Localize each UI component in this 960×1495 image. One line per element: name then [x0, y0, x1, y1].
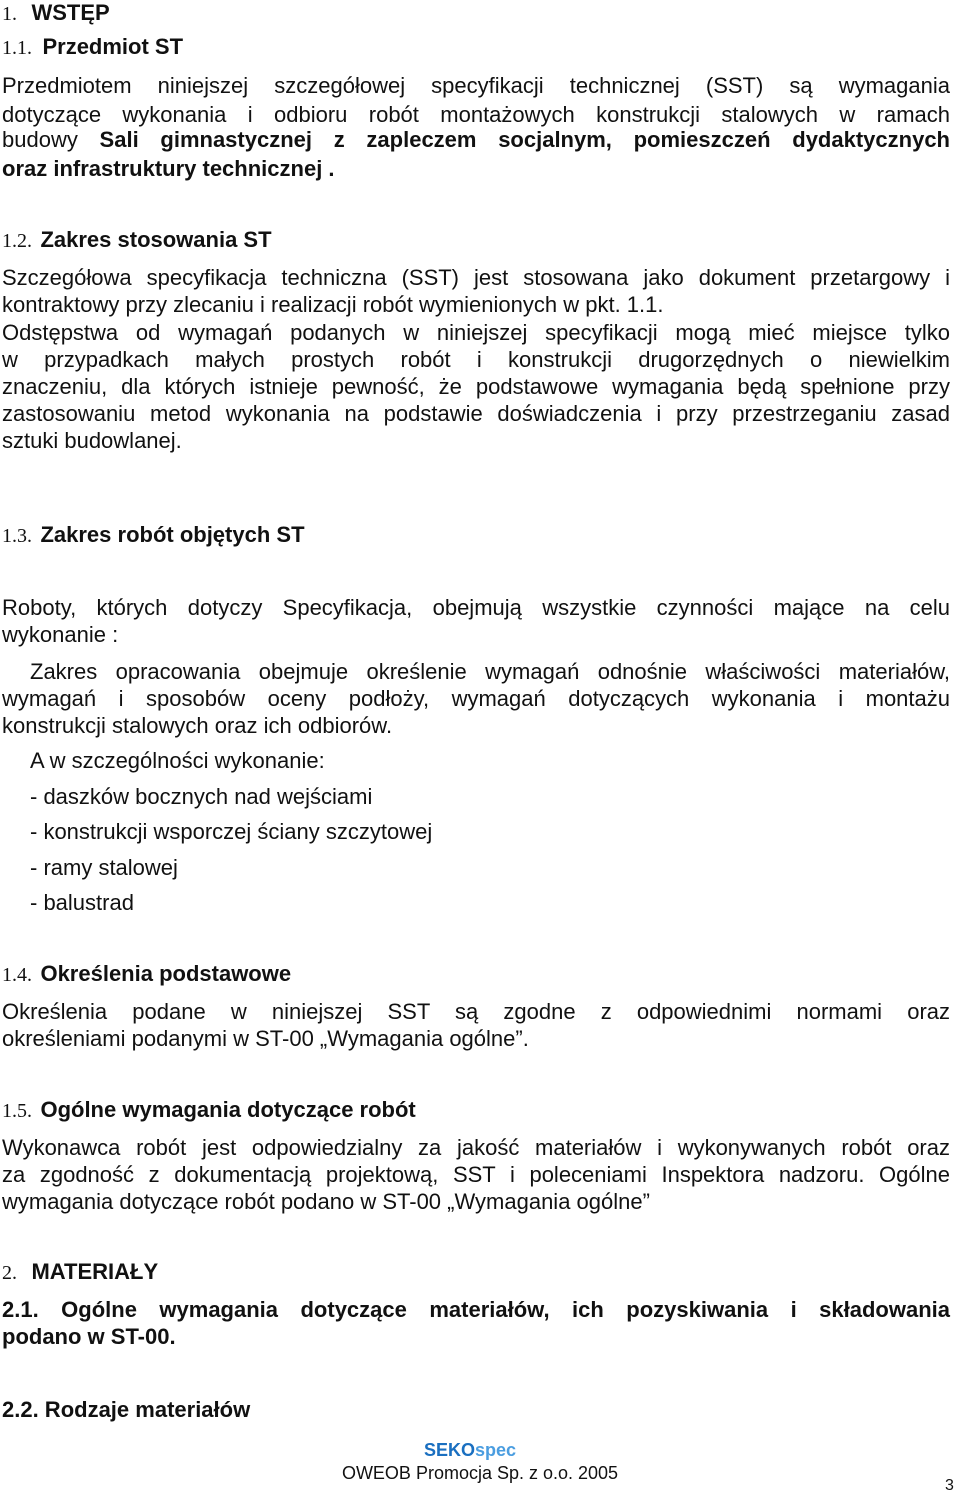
- heading-title: Ogólne wymagania dotyczące robót: [40, 1097, 416, 1122]
- heading-2: [2, 1259, 158, 1285]
- paragraph-line: znaczeniu, dla których istnieje pewność, że podstawowe wymagania będą spełnione przy: [2, 374, 950, 399]
- paragraph-line: konstrukcji stalowych oraz ich odbiorów.: [2, 713, 393, 738]
- paragraph-line: kontraktowy przy zlecaniu i realizacji robót wymienionych w pkt. 1.1.: [2, 292, 664, 317]
- paragraph-line: w przypadkach małych prostych robót i konstrukcji drugorzędnych o niewielkim: [2, 347, 950, 372]
- heading-2-2: [2, 1395, 950, 1424]
- footer-logo: [424, 1440, 516, 1461]
- paragraph-line: wymagania dotyczące robót podano w ST-00 „Wymagania ogólne”: [2, 1189, 650, 1214]
- heading-title: MATERIAŁY: [31, 1259, 159, 1284]
- paragraph-line: [2, 125, 950, 154]
- paragraph-line: oraz infrastruktury technicznej .: [2, 156, 335, 181]
- paragraph-line: dotyczące wykonania i odbioru robót montażowych konstrukcji stalowych w ramach: [2, 102, 950, 127]
- heading-title: Przedmiot ST: [42, 34, 184, 59]
- page-number: 3: [945, 1477, 954, 1494]
- list-item: - daszków bocznych nad wejściami: [30, 784, 373, 809]
- heading-2-1-line: 2.1. Ogólne wymagania dotyczące materiałów, ich pozyskiwania i składowania: [2, 1297, 950, 1322]
- heading-1-4: [2, 961, 291, 987]
- list-item: - balustrad: [30, 890, 134, 915]
- bold-text-span: Sali gimnastycznej z zapleczem socjalnym, pomieszczeń dydaktycznych: [99, 127, 950, 152]
- paragraph-line: Odstępstwa od wymagań podanych w niniejszej specyfikacji mogą mieć miejsce tylko: [2, 320, 950, 345]
- footer-company: OWEOB Promocja Sp. z o.o. 2005: [341, 1463, 619, 1483]
- paragraph-line: Określenia podane w niniejszej SST są zgodne z odpowiednimi normami oraz: [2, 999, 950, 1024]
- heading-title: Określenia podstawowe: [40, 961, 292, 986]
- heading-1-2: [2, 227, 272, 253]
- heading-number: 1.3.: [2, 525, 32, 547]
- paragraph-line: za zgodność z dokumentacją projektową, SST i poleceniami Inspektora nadzoru. Ogólne: [2, 1162, 950, 1187]
- paragraph-line: Zakres opracowania obejmuje określenie wymagań odnośnie właściwości materiałów,: [30, 659, 950, 684]
- paragraph-line: określeniami podanymi w ST-00 „Wymagania ogólne”.: [2, 1026, 529, 1051]
- heading-number: 1.2.: [2, 230, 32, 252]
- paragraph-line: Wykonawca robót jest odpowiedzialny za jakość materiałów i wykonywanych robót oraz: [2, 1135, 950, 1160]
- paragraph-line: wykonanie :: [2, 622, 119, 647]
- heading-title: Zakres stosowania ST: [40, 227, 272, 252]
- heading-number: 1.4.: [2, 964, 32, 986]
- text-span: budowy: [2, 127, 100, 152]
- heading-number: 1.5.: [2, 1100, 32, 1122]
- logo-text-spec: spec: [475, 1440, 517, 1460]
- paragraph-line: Roboty, których dotyczy Specyfikacja, obejmują wszystkie czynności mające na celu: [2, 595, 950, 620]
- heading-1-1: [2, 34, 183, 60]
- heading-title: Zakres robót objętych ST: [40, 522, 305, 547]
- heading-title: WSTĘP: [31, 0, 110, 25]
- heading-1-5: [2, 1097, 416, 1123]
- paragraph-line: wymagań i sposobów oceny podłoży, wymagań dotyczących wykonania i montażu: [2, 686, 950, 711]
- logo-text-seko: SEKO: [424, 1440, 476, 1460]
- paragraph-line: zastosowaniu metod wykonania na podstawie doświadczenia i przy przestrzeganiu zasad: [2, 401, 950, 426]
- heading-number: 1.: [2, 3, 17, 25]
- heading-1-3: [2, 522, 305, 548]
- paragraph-line: A w szczególności wykonanie:: [30, 748, 325, 773]
- heading-number: 2.: [2, 1262, 17, 1284]
- paragraph-line: Szczegółowa specyfikacja techniczna (SST) jest stosowana jako dokument przetargowy i: [2, 265, 950, 290]
- heading-title: 2.2. Rodzaje materiałów: [2, 1397, 251, 1422]
- list-item: - ramy stalowej: [30, 855, 178, 880]
- list-item: - konstrukcji wsporczej ściany szczytowej: [30, 819, 433, 844]
- paragraph-line: Przedmiotem niniejszej szczegółowej specyfikacji technicznej (SST) są wymagania: [2, 73, 950, 98]
- paragraph-line: sztuki budowlanej.: [2, 428, 182, 453]
- heading-number: 1.1.: [2, 37, 32, 59]
- heading-2-1-line: podano w ST-00.: [2, 1324, 176, 1349]
- heading-1: [2, 0, 110, 26]
